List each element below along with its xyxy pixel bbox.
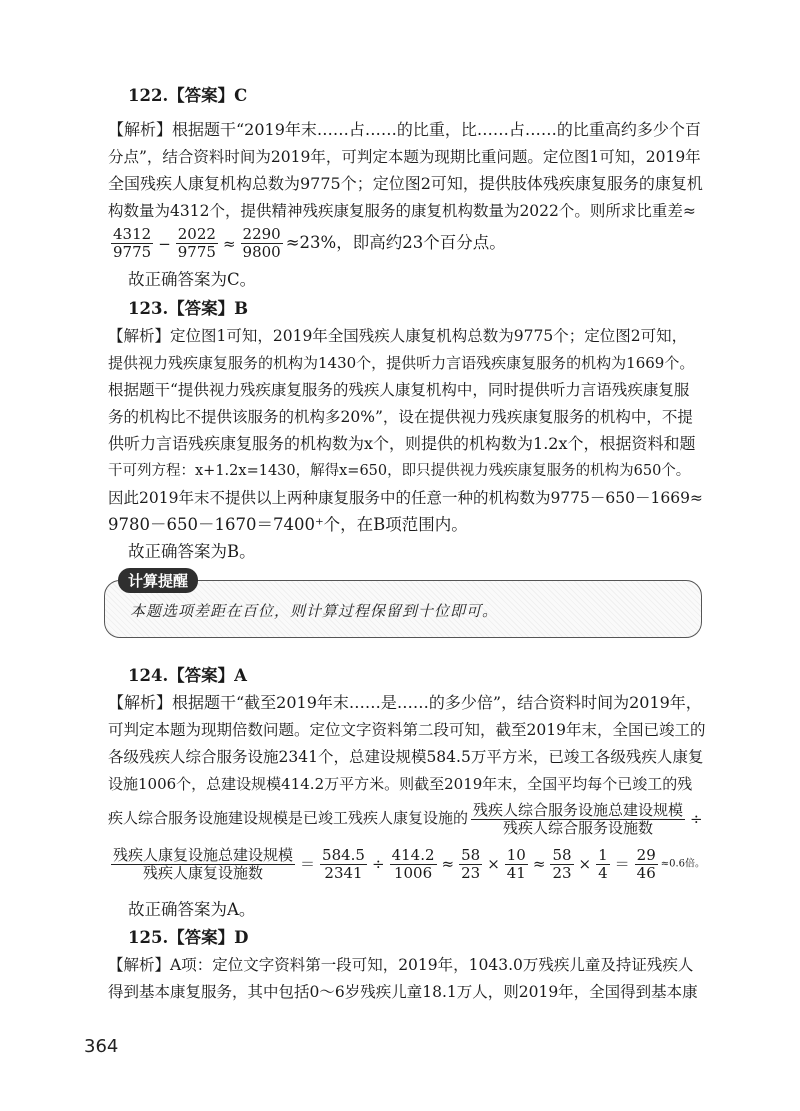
numerator: 58 [461, 845, 481, 864]
calculation-tip-text: 本题选项差距在百位，则计算过程保留到十位即可。 [130, 602, 499, 620]
q122-formula-line [108, 226, 704, 261]
operator: ≈ [441, 855, 455, 873]
q124-formula-line [108, 846, 704, 883]
q125-line-2: 得到基本康复服务，其中包括0～6岁残疾儿童18.1万人，则2019年，全国得到基本康 [108, 983, 698, 1001]
operator: − [158, 234, 171, 253]
answer-122-heading: 122.【答案】C [128, 86, 248, 105]
formula-tail: ≈23%，即高约23个百分点。 [285, 233, 506, 252]
q122-line-2: 分点”，结合资料时间为2019年，可判定本题为现期比重问题。定位图1可知，2019年 [108, 148, 701, 166]
denominator: 残疾人综合服务设施数 [503, 818, 654, 837]
numerator: 414.2 [391, 845, 435, 864]
q124-line-5 [108, 800, 704, 837]
q122-conclusion: 故正确答案为C。 [128, 270, 257, 289]
fraction [459, 847, 482, 882]
fraction [596, 847, 610, 882]
q124-line-4: 设施1006个，总建设规模414.2万平方米。则截至2019年末，全国平均每个已竣工的残 [108, 775, 693, 793]
q124-line-5-text: 疾人综合服务设施建设规模是已竣工残疾人康复设施的 [108, 809, 469, 827]
denominator: 41 [506, 863, 526, 882]
fraction [111, 226, 153, 261]
answer-124-heading: 124.【答案】A [128, 666, 247, 685]
denominator: 46 [636, 863, 656, 882]
answer-123-heading: 123.【答案】B [128, 299, 249, 318]
q124-line-3: 各级残疾人综合服务设施2341个，总建设规模584.5万平方米，已竣工各级残疾人康复 [108, 748, 704, 766]
fraction [550, 847, 573, 882]
denominator: 残疾人康复设施数 [143, 863, 264, 882]
operator: ÷ [690, 810, 703, 828]
numerator: 残疾人综合服务设施总建设规模 [473, 800, 684, 819]
operator: ≈ [532, 855, 546, 873]
numerator: 2022 [177, 225, 216, 243]
operator: ＝ [614, 855, 630, 873]
formula-tail: ≈0.6倍。 [660, 858, 706, 870]
numerator: 58 [552, 845, 572, 864]
q124-line-2: 可判定本题为现期倍数问题。定位文字资料第二段可知，截至2019年末，全国已竣工的 [108, 721, 706, 739]
operator: ＝ [300, 855, 316, 873]
denominator: 23 [461, 863, 481, 882]
operator: ≈ [222, 234, 236, 253]
denominator: 9775 [177, 243, 216, 261]
q124-conclusion: 故正确答案为A。 [128, 900, 256, 919]
page-number: 364 [84, 1036, 119, 1057]
q123-line-2: 提供视力残疾康复服务的机构为1430个，提供听力言语残疾康复服务的机构为1669个。 [108, 354, 695, 372]
q123-line-4: 务的机构比不提供该服务的机构多20%”，设在提供视力残疾康复服务的机构中，不提 [108, 408, 693, 426]
answer-125-heading: 125.【答案】D [128, 928, 249, 947]
q122-line-3: 全国残疾人康复机构总数为9775个；定位图2可知，提供肢体残疾康复服务的康复机 [108, 174, 703, 193]
numerator: 残疾人康复设施总建设规模 [113, 845, 294, 864]
operator: ÷ [371, 855, 385, 873]
numerator: 4312 [113, 225, 152, 243]
q123-line-7: 因此2019年末不提供以上两种康复服务中的任意一种的机构数为9775－650－1669≈ [108, 489, 703, 507]
q123-line-6: 干可列方程：x+1.2x=1430，解得x=650，即只提供视力残疾康复服务的机构为650个。 [108, 463, 691, 479]
q124-line-1: 【解析】根据题干“截至2019年末……是……的多少倍”，结合资料时间为2019年， [108, 693, 702, 712]
fraction [471, 802, 685, 837]
operator: × [487, 855, 500, 873]
denominator: 23 [552, 863, 572, 882]
denominator: 9775 [113, 243, 152, 261]
fraction [505, 847, 528, 882]
operator: × [578, 855, 592, 873]
q122-line-1: 【解析】根据题干“2019年末……占……的比重，比……占……的比重高约多少个百 [108, 120, 701, 139]
q123-conclusion: 故正确答案为B。 [128, 542, 256, 561]
numerator: 584.5 [322, 845, 365, 864]
fraction [176, 226, 218, 261]
fraction [320, 847, 367, 882]
q123-line-8: 9780－650－1670＝7400⁺个，在B项范围内。 [108, 515, 468, 534]
q123-line-5: 供听力言语残疾康复服务的机构数为x个，则提供的机构数为1.2x个，根据资料和题 [108, 434, 696, 453]
q125-line-1: 【解析】A项：定位文字资料第一段可知，2019年，1043.0万残疾儿童及持证残疾人 [108, 956, 694, 974]
denominator: 4 [598, 863, 608, 882]
fraction [390, 847, 437, 882]
fraction [635, 847, 658, 882]
q123-line-3: 根据题干“提供视力残疾康复服务的残疾人康复机构中，同时提供听力言语残疾康复服 [108, 381, 690, 399]
numerator: 29 [636, 845, 656, 864]
denominator: 9800 [242, 243, 281, 261]
calculation-tip-label: 计算提醒 [118, 568, 198, 593]
fraction [111, 847, 295, 882]
q122-line-4: 构数量为4312个，提供精神残疾康复服务的康复机构数量为2022个。则所求比重差≈ [108, 202, 696, 220]
fraction [241, 226, 283, 261]
numerator: 10 [506, 845, 526, 864]
denominator: 2341 [324, 863, 363, 882]
numerator: 2290 [242, 225, 281, 243]
denominator: 1006 [393, 863, 433, 882]
numerator: 1 [598, 845, 608, 864]
q123-line-1: 【解析】定位图1可知，2019年全国残疾人康复机构总数为9775个；定位图2可知， [108, 327, 688, 345]
